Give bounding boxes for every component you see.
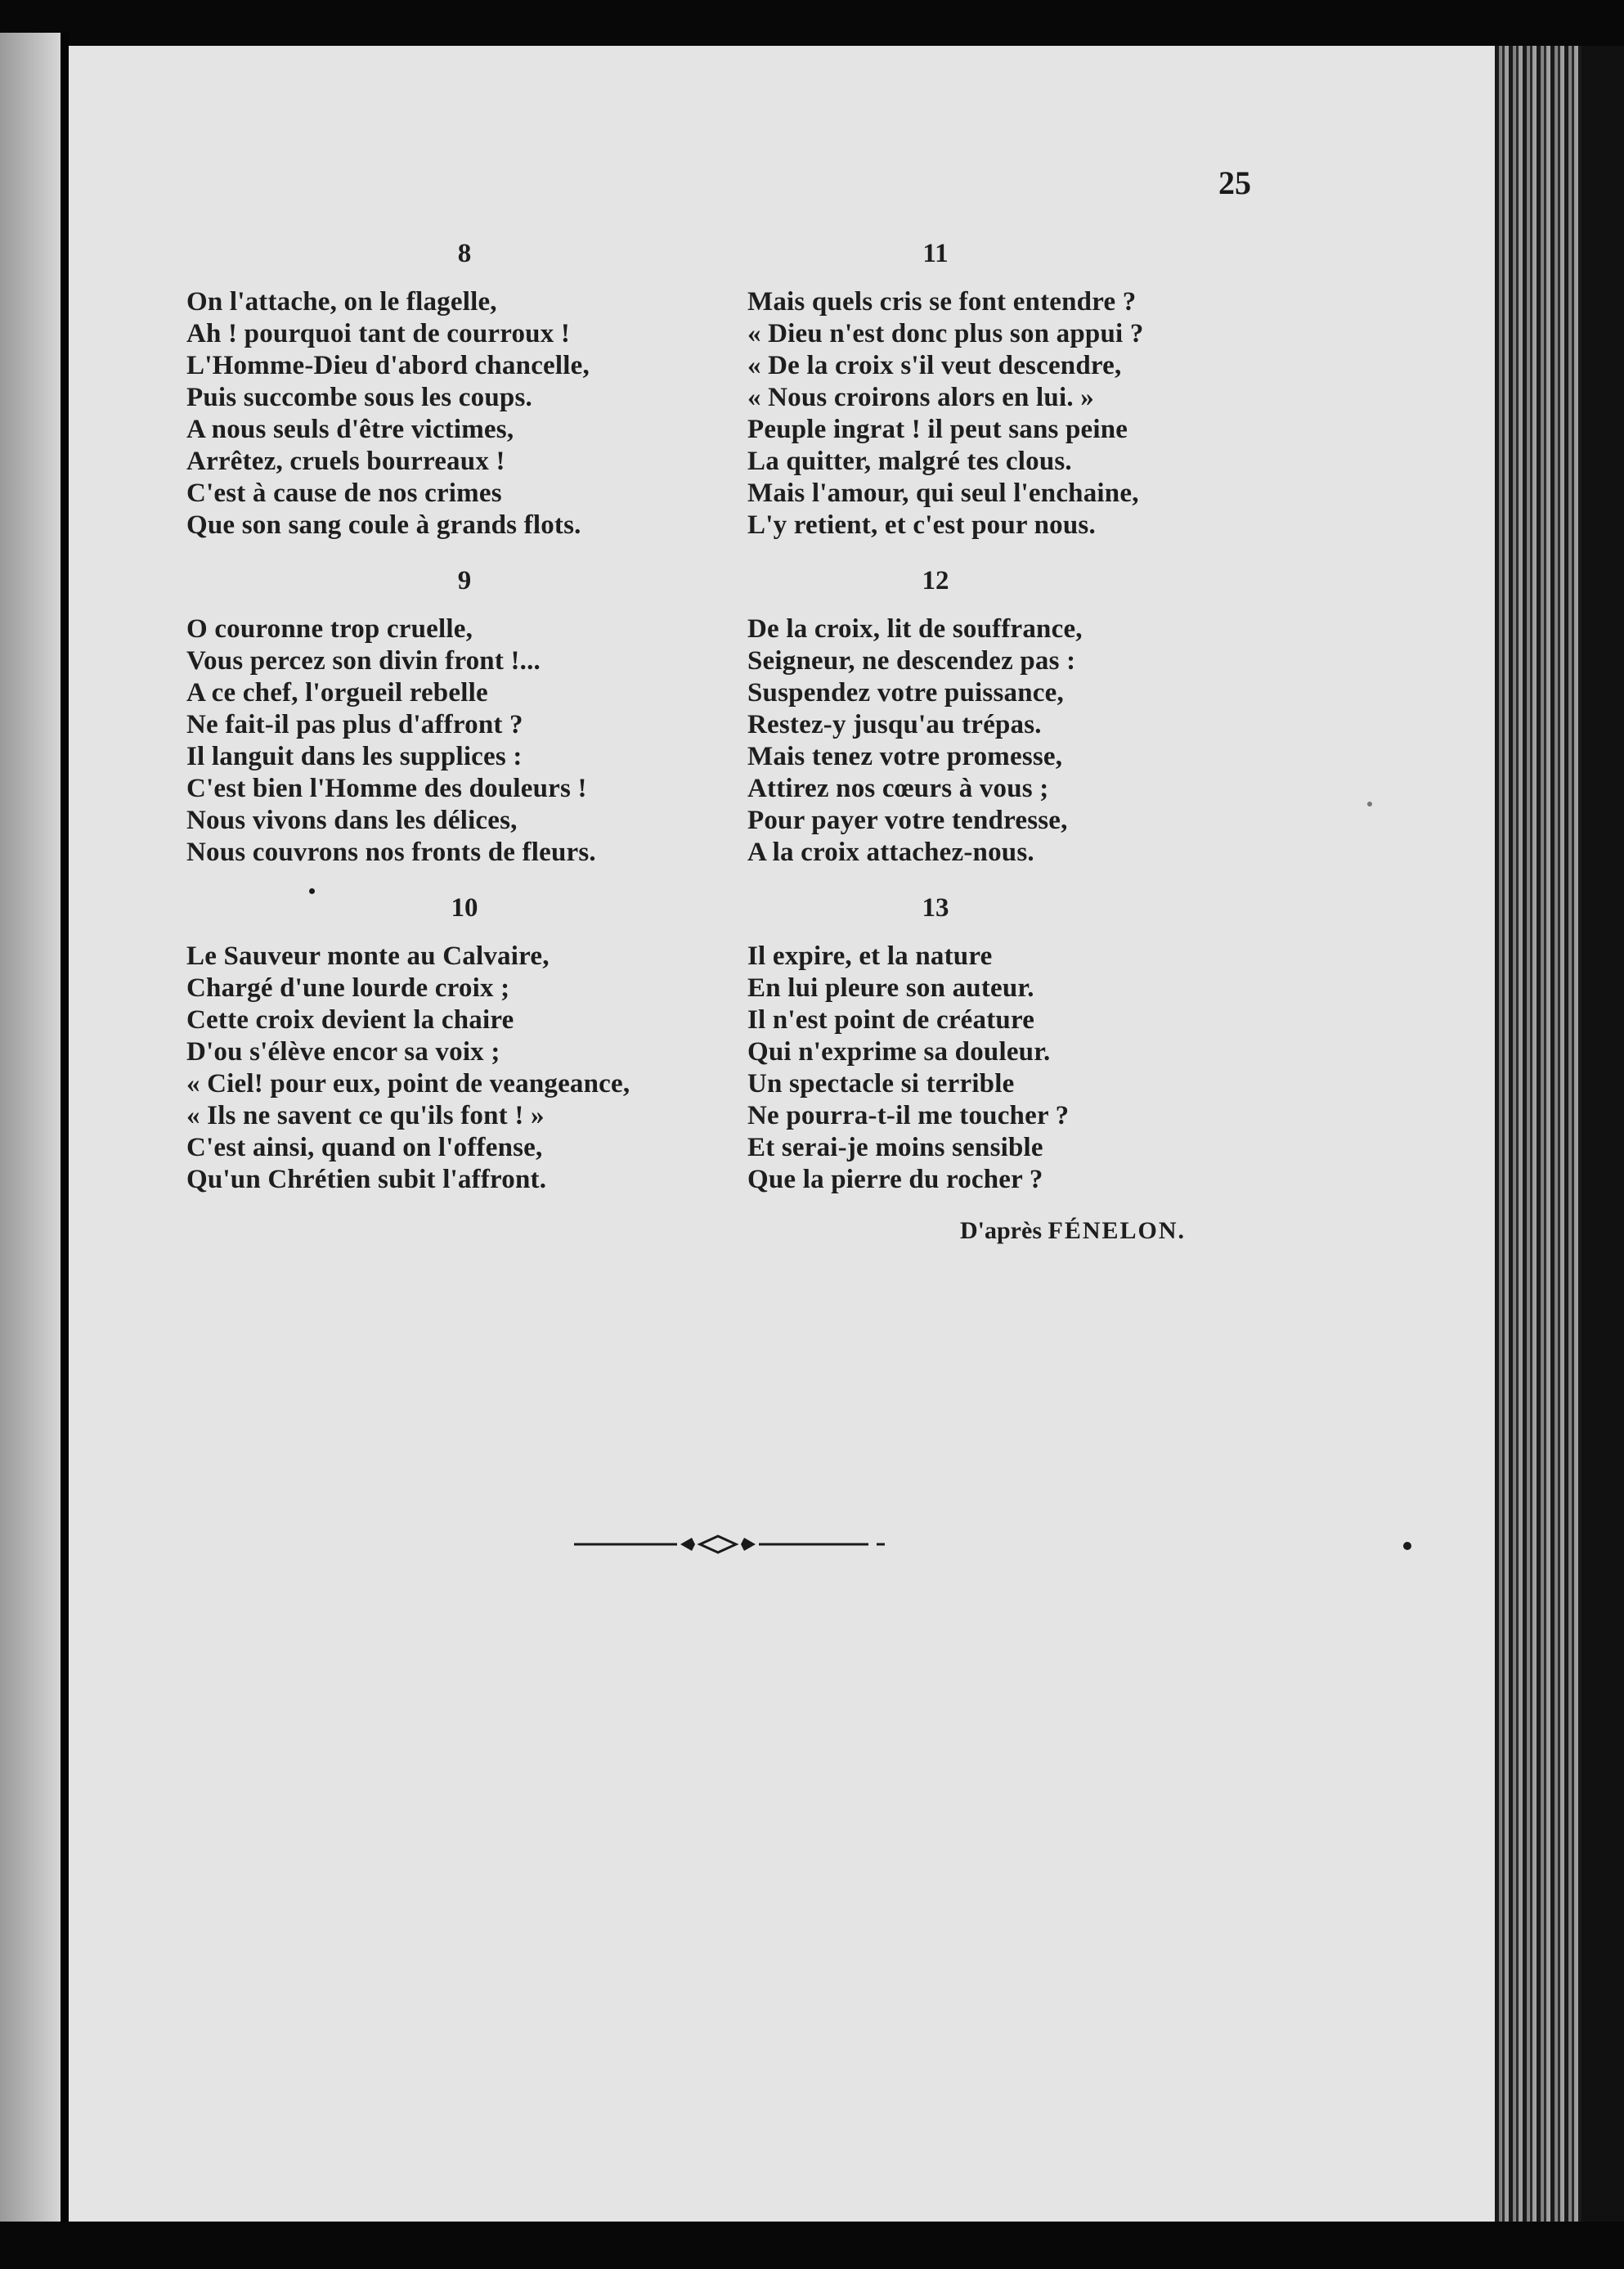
verse-line: Il expire, et la nature: [747, 941, 993, 971]
scan-speck: [309, 888, 315, 894]
left-page-edge: [0, 33, 61, 2233]
verse-line: Puis succombe sous les coups.: [186, 383, 532, 412]
verse-line: La quitter, malgré tes clous.: [747, 447, 1072, 476]
verse-line: Ne pourra-t-il me toucher ?: [747, 1101, 1070, 1130]
scan-speck: [1403, 1542, 1411, 1550]
verse-line: Et serai-je moins sensible: [747, 1133, 1043, 1162]
verse-line: Que la pierre du rocher ?: [747, 1165, 1043, 1194]
stanza-number: 10: [451, 893, 478, 923]
verse-line: Chargé d'une lourde croix ;: [186, 973, 510, 1003]
stanza: [186, 236, 726, 541]
binding-line: [61, 33, 69, 2233]
verse-line: Il n'est point de créature: [747, 1005, 1035, 1035]
stanza-lines: [747, 941, 1271, 1196]
verse-line: Arrêtez, cruels bourreaux !: [186, 447, 505, 476]
verse-line: Le Sauveur monte au Calvaire,: [186, 941, 550, 971]
stanza: [747, 890, 1271, 1196]
verse-line: On l'attache, on le flagelle,: [186, 287, 497, 317]
verse-line: Mais tenez votre promesse,: [747, 742, 1063, 771]
verse-line: Peuple ingrat ! il peut sans peine: [747, 415, 1128, 444]
verse-line: C'est bien l'Homme des douleurs !: [186, 774, 587, 803]
stanza: [186, 890, 726, 1196]
verse-line: Qu'un Chrétien subit l'affront.: [186, 1165, 547, 1194]
stanza-number: 13: [922, 893, 949, 923]
verse-line: De la croix, lit de souffrance,: [747, 614, 1083, 644]
stanza: [747, 236, 1271, 541]
verse-line: Qui n'exprime sa douleur.: [747, 1037, 1051, 1067]
verse-line: « Nous croirons alors en lui. »: [747, 383, 1094, 412]
verse-line: Il languit dans les supplices :: [186, 742, 523, 771]
attribution-prefix: D'après: [960, 1217, 1048, 1244]
verse-line: Ah ! pourquoi tant de courroux !: [186, 319, 571, 348]
verse-line: A la croix attachez-nous.: [747, 838, 1034, 867]
ornament-divider-icon: [572, 1530, 891, 1559]
stanza-number: 11: [922, 239, 949, 268]
verse-line: « Ciel! pour eux, point de veangeance,: [186, 1069, 630, 1099]
stanza-number: 12: [922, 566, 949, 595]
verse-line: Que son sang coule à grands flots.: [186, 510, 581, 540]
scan-speck: [1367, 802, 1372, 807]
attribution: [960, 1217, 1186, 1245]
scan-bottom-border: [0, 2222, 1624, 2269]
verse-line: Attirez nos cœurs à vous ;: [747, 774, 1049, 803]
verse-line: Nous vivons dans les délices,: [186, 806, 518, 835]
verse-line: Nous couvrons nos fronts de fleurs.: [186, 838, 596, 867]
verse-line: Mais l'amour, qui seul l'enchaine,: [747, 479, 1139, 508]
scan-top-border: [0, 0, 1624, 52]
verse-line: Seigneur, ne descendez pas :: [747, 646, 1076, 676]
verse-line: L'Homme-Dieu d'abord chancelle,: [186, 351, 590, 380]
stanza: [186, 563, 726, 869]
scan-right-border: [1581, 46, 1624, 2222]
attribution-author: FÉNELON.: [1048, 1217, 1187, 1244]
verse-line: A nous seuls d'être victimes,: [186, 415, 514, 444]
stanza-lines: [186, 613, 726, 869]
stanza-lines: [747, 613, 1271, 869]
stanza: [747, 563, 1271, 869]
verse-line: Un spectacle si terrible: [747, 1069, 1015, 1099]
verse-line: D'ou s'élève encor sa voix ;: [186, 1037, 500, 1067]
stanza-lines: [186, 286, 726, 541]
verse-line: « Ils ne savent ce qu'ils font ! »: [186, 1101, 545, 1130]
page-number: 25: [1218, 164, 1251, 201]
verse-line: L'y retient, et c'est pour nous.: [747, 510, 1096, 540]
verse-line: Cette croix devient la chaire: [186, 1005, 514, 1035]
verse-line: C'est à cause de nos crimes: [186, 479, 502, 508]
verse-line: « Dieu n'est donc plus son appui ?: [747, 319, 1144, 348]
stanza-lines: [186, 941, 726, 1196]
verse-line: A ce chef, l'orgueil rebelle: [186, 678, 488, 708]
stanza-number: 9: [457, 566, 472, 595]
verse-line: C'est ainsi, quand on l'offense,: [186, 1133, 543, 1162]
verse-line: Ne fait-il pas plus d'affront ?: [186, 710, 523, 739]
verse-line: Suspendez votre puissance,: [747, 678, 1064, 708]
verse-line: « De la croix s'il veut descendre,: [747, 351, 1122, 380]
verse-line: En lui pleure son auteur.: [747, 973, 1034, 1003]
stanza-number: 8: [457, 239, 472, 268]
verse-line: Mais quels cris se font entendre ?: [747, 287, 1137, 317]
verse-line: Pour payer votre tendresse,: [747, 806, 1068, 835]
verse-line: Restez-y jusqu'au trépas.: [747, 710, 1042, 739]
verse-line: O couronne trop cruelle,: [186, 614, 473, 644]
stanza-lines: [747, 286, 1271, 541]
verse-line: Vous percez son divin front !...: [186, 646, 541, 676]
